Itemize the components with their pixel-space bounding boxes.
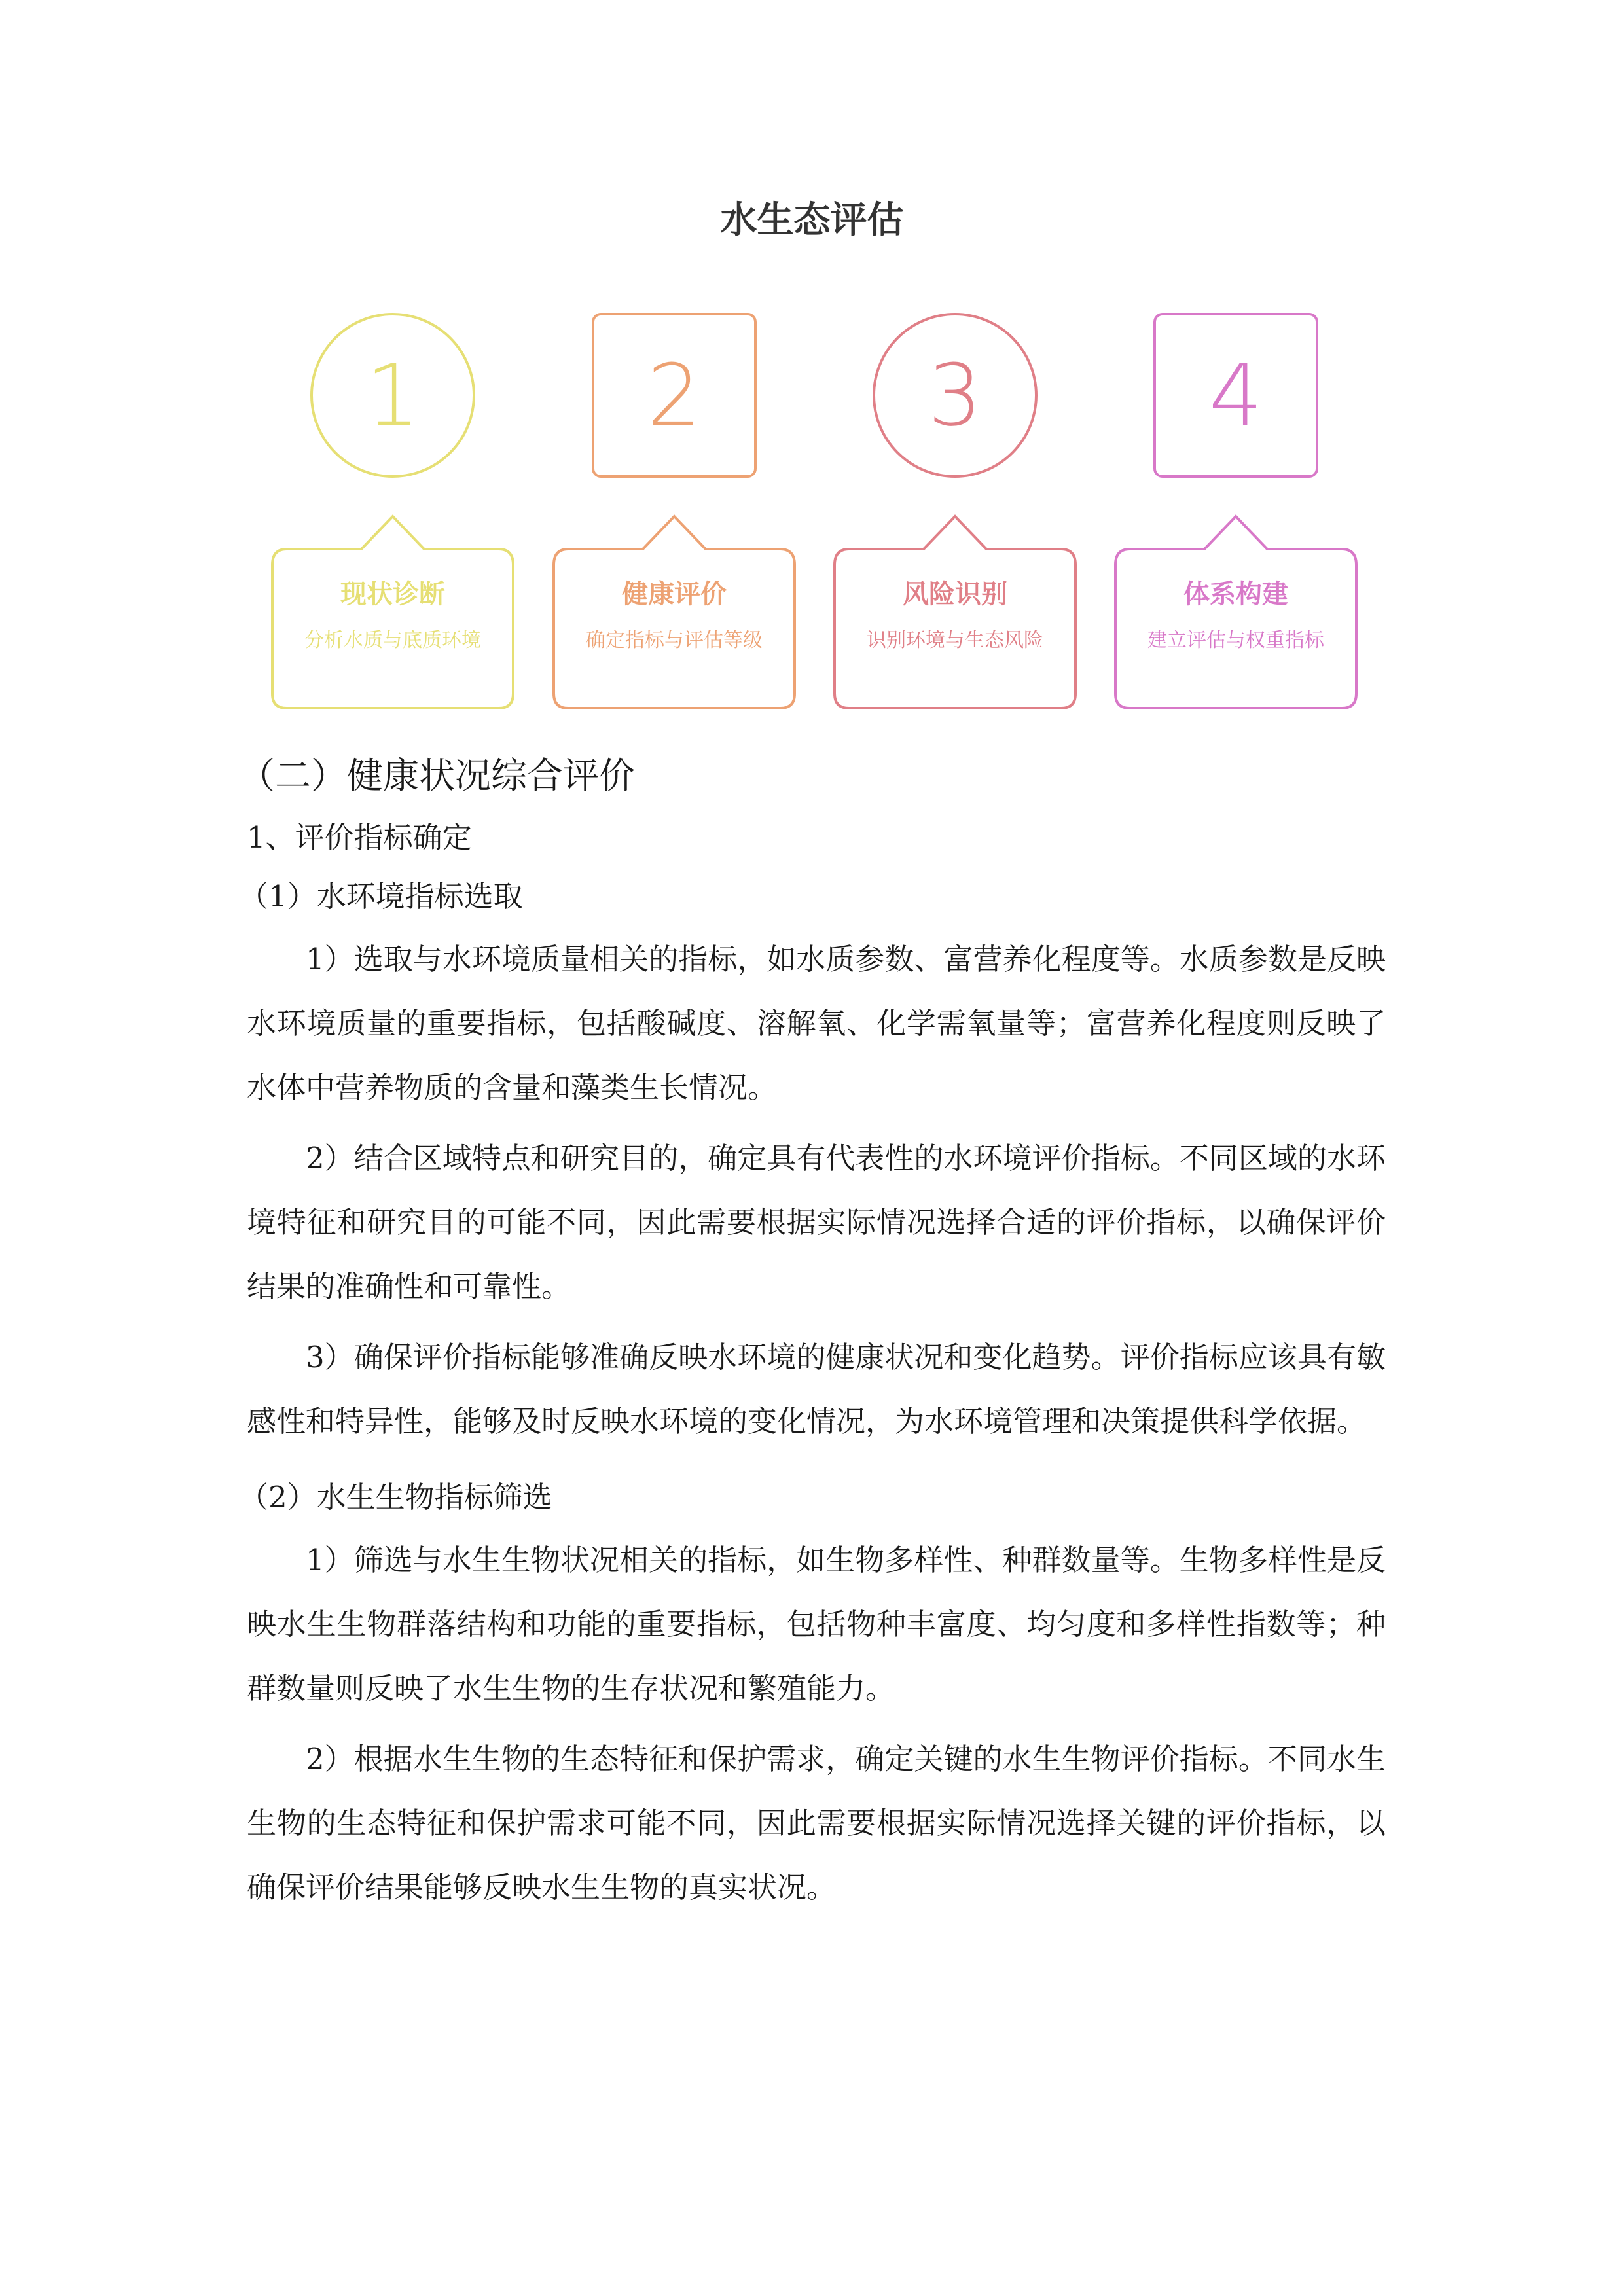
- step-number: 2: [647, 346, 702, 445]
- document-body: [239, 743, 1386, 1926]
- step-title: 风险识别: [903, 579, 1007, 609]
- step-subtitle: 确定指标与评估等级: [586, 629, 763, 652]
- subsection-heading: 1、评价指标确定: [247, 820, 472, 855]
- paragraph: 1）选取与水环境质量相关的指标，如水质参数、富营养化程度等。水质参数是反映水环境质量的重要指标，包括酸碱度、溶解氧、化学需氧量等；富营养化程度则反映了水体中营养物质的含量和藻类生长情况。: [247, 942, 1386, 1105]
- item-heading-water-environment: （1）水环境指标选取: [239, 879, 523, 914]
- paragraph: 1）筛选与水生生物状况相关的指标，如生物多样性、种群数量等。生物多样性是反映水生生物群落结构和功能的重要指标，包括物种丰富度、均匀度和多样性指数等；种群数量则反映了水生生物的生存状况和繁殖能力。: [247, 1543, 1386, 1706]
- step-subtitle: 识别环境与生态风险: [867, 629, 1043, 652]
- item-heading-aquatic-organisms: （2）水生生物指标筛选: [239, 1480, 552, 1515]
- step-1-badge: [310, 313, 475, 478]
- step-2-badge: [592, 313, 757, 478]
- paragraph: 2）根据水生生物的生态特征和保护需求，确定关键的水生生物评价指标。不同水生生物的生态特征和保护需求可能不同，因此需要根据实际情况选择关键的评价指标，以确保评价结果能够反映水生生物的真实状况。: [247, 1742, 1386, 1905]
- step-1-callout-text: [271, 578, 514, 654]
- step-title: 健康评价: [622, 579, 727, 609]
- diagram-title: 水生态评估: [720, 199, 904, 242]
- step-subtitle: 分析水质与底质环境: [304, 629, 481, 652]
- step-number: 4: [1208, 346, 1263, 445]
- step-4-callout-text: [1114, 578, 1358, 654]
- paragraph: 2）结合区域特点和研究目的，确定具有代表性的水环境评价指标。不同区域的水环境特征和研究目的可能不同，因此需要根据实际情况选择合适的评价指标，以确保评价结果的准确性和可靠性。: [247, 1141, 1386, 1304]
- step-number: 3: [928, 346, 983, 445]
- step-4-badge: [1153, 313, 1318, 478]
- step-3-callout-text: [833, 578, 1077, 654]
- step-3-badge: [873, 313, 1038, 478]
- section-heading: （二）健康状况综合评价: [239, 755, 636, 797]
- step-title: 体系构建: [1183, 579, 1288, 609]
- step-number: 1: [365, 346, 420, 445]
- paragraph: 3）确保评价指标能够准确反映水环境的健康状况和变化趋势。评价指标应该具有敏感性和特异性，能够及时反映水环境的变化情况，为水环境管理和决策提供科学依据。: [247, 1340, 1386, 1439]
- step-subtitle: 建立评估与权重指标: [1147, 629, 1324, 652]
- step-2-callout-text: [552, 578, 796, 654]
- step-title: 现状诊断: [340, 579, 445, 609]
